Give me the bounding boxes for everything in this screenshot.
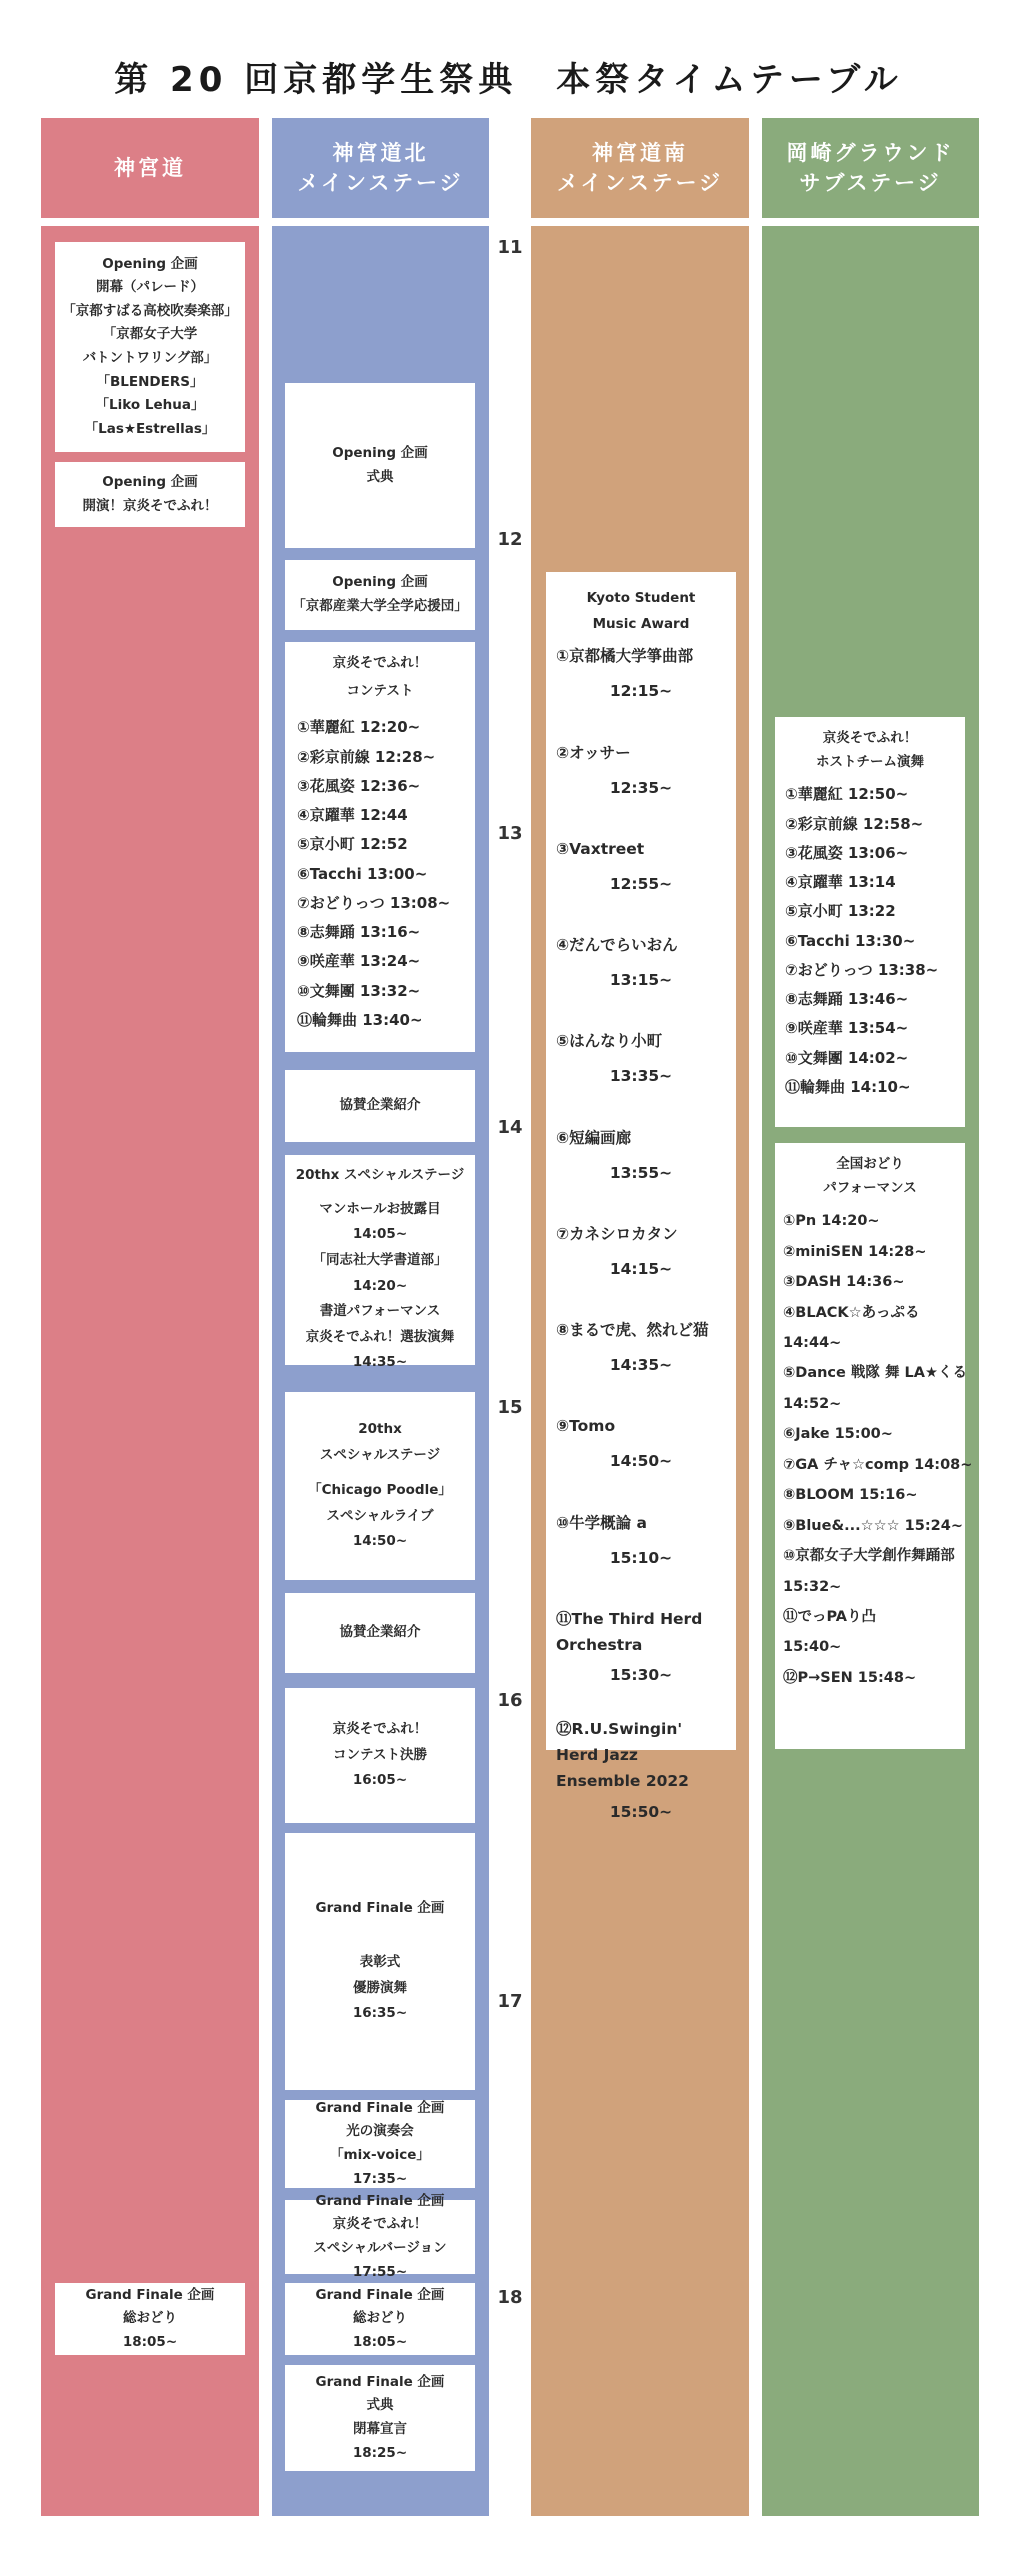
event-opening-performance	[55, 462, 245, 527]
event-line: 閉幕宣言	[353, 2421, 407, 2437]
event-national-odori-performance	[775, 1143, 973, 1749]
event-line: パフォーマンス	[823, 1179, 917, 1196]
event-line: 「Liko Lehua」	[95, 397, 205, 414]
contest-entry: ⑪輪舞曲 13:40~	[297, 1010, 423, 1029]
event-line: 「京都すばる高校吹奏楽部」	[62, 302, 238, 319]
event-opening-ceremony	[285, 383, 475, 548]
odori-entry: ⑥Jake 15:00~	[783, 1426, 893, 1443]
event-sponsor-intro-1	[285, 1070, 475, 1142]
host-team-entry: ⑩文舞團 14:02~	[785, 1048, 909, 1067]
host-team-entry: ②彩京前線 12:58~	[785, 814, 924, 833]
entry-name: ②オッサー	[556, 743, 631, 762]
contest-entry: ①華麗紅 12:20~	[297, 718, 421, 737]
event-line: 16:05~	[352, 1772, 408, 1789]
odori-entry: ⑪でっPAり凸	[783, 1608, 877, 1625]
music-award-entry	[556, 1510, 726, 1572]
event-line: マンホールお披露目	[319, 1200, 441, 1217]
contest-entry: ⑥Tacchi 13:00~	[297, 864, 428, 883]
page-title: 第 20 回京都学生祭典 本祭タイムテーブル	[114, 60, 903, 100]
event-line: 表彰式	[359, 1953, 401, 1970]
event-line: 17:55~	[352, 2263, 408, 2280]
hour-marker: 11	[497, 237, 523, 258]
event-line: 14:50~	[352, 1533, 408, 1550]
event-line: Grand Finale 企画	[315, 2286, 445, 2303]
entry-time: 13:55~	[609, 1163, 673, 1182]
event-line: ホストチーム演舞	[816, 753, 924, 770]
event-line: Opening 企画	[332, 444, 428, 461]
music-award-entry	[556, 836, 726, 898]
entry-time: 12:15~	[609, 682, 673, 701]
column-header-ground-sub-stage	[762, 118, 979, 218]
event-grand-finale-sou-odori	[55, 2283, 245, 2355]
event-line: 18:05~	[352, 2333, 408, 2350]
hour-marker: 18	[497, 2287, 523, 2308]
event-line: 14:35~	[352, 1354, 408, 1371]
event-line: 京炎そでふれ！	[332, 655, 428, 671]
event-line: Music Award	[592, 615, 690, 632]
host-team-entry: ④京躍華 13:14	[785, 873, 896, 891]
event-20thx-special-stage-2	[285, 1392, 475, 1580]
entry-time: 14:15~	[609, 1259, 673, 1278]
column-header-jingumichi	[41, 118, 259, 218]
music-award-entry	[556, 1125, 726, 1187]
music-award-entry	[556, 1221, 726, 1283]
entry-time: 13:35~	[609, 1067, 673, 1086]
event-grand-finale-sou-odori-north	[285, 2283, 475, 2355]
entry-name: ③Vaxtreet	[556, 839, 645, 858]
entry-time: 12:55~	[609, 874, 673, 893]
event-line: 書道パフォーマンス	[319, 1303, 441, 1320]
event-line: 17:35~	[352, 2170, 408, 2187]
event-grand-finale-awards	[285, 1833, 475, 2090]
column-header-south-main-stage	[531, 118, 749, 218]
odori-entry: ①Pn 14:20~	[783, 1213, 880, 1230]
event-line: 「Las★Estrellas」	[84, 420, 216, 437]
event-line: 16:35~	[352, 2005, 408, 2022]
host-team-entry: ⑦おどりっつ 13:38~	[785, 960, 939, 979]
entry-name: ⑥短編画廊	[556, 1128, 632, 1147]
hour-marker: 16	[497, 1690, 523, 1711]
hour-marker: 17	[497, 1991, 523, 2012]
odori-entry: ②miniSEN 14:28~	[783, 1243, 927, 1260]
event-opening-ouendan	[285, 560, 475, 630]
odori-entry: ⑩京都女子大学創作舞踊部	[783, 1548, 955, 1565]
music-award-entry	[556, 932, 726, 994]
event-line: Opening 企画	[332, 574, 428, 591]
contest-entry: ⑤京小町 12:52	[297, 835, 408, 854]
entry-name: ①京都橘大学箏曲部	[556, 647, 694, 666]
entry-time: 14:50~	[609, 1452, 673, 1471]
host-team-entry: ⑪輪舞曲 14:10~	[785, 1077, 911, 1096]
header-line: 神宮道南	[591, 140, 688, 165]
entry-name: ⑨Tomo	[556, 1417, 616, 1436]
event-line: 14:05~	[352, 1226, 408, 1243]
hour-marker: 15	[497, 1397, 523, 1418]
event-line: Kyoto Student	[586, 590, 696, 606]
column-header-north-main-stage	[272, 118, 489, 218]
header-line: メインステージ	[556, 171, 724, 195]
event-line: 京炎そでふれ！	[332, 1721, 428, 1738]
event-line: Grand Finale 企画	[315, 2373, 445, 2390]
event-line: Opening 企画	[102, 473, 198, 490]
header-line: 神宮道	[114, 155, 186, 180]
odori-entry: ③DASH 14:36~	[783, 1274, 905, 1291]
header-line: メインステージ	[297, 171, 464, 195]
entry-name: ⑫R.U.Swingin' Herd Jazz Ensemble 2022	[556, 1719, 689, 1791]
host-team-entry: ⑤京小町 13:22	[785, 902, 896, 921]
event-line: 「京都産業大学全学応援団」	[292, 598, 468, 614]
entry-name: ⑤はんなり小町	[556, 1032, 663, 1051]
event-grand-finale-closing	[285, 2365, 475, 2471]
event-line: 「BLENDERS」	[96, 373, 204, 390]
event-opening-parade	[55, 242, 245, 452]
host-team-entry: ③花風姿 13:06~	[785, 843, 909, 862]
entry-name: ④だんでらいおん	[556, 936, 678, 955]
event-line: Grand Finale 企画	[315, 2192, 445, 2209]
host-team-entry: ⑧志舞踊 13:46~	[785, 990, 909, 1008]
event-sodefure-host-team	[775, 717, 965, 1127]
event-line: コンテスト決勝	[333, 1746, 427, 1763]
spacer	[291, 1936, 469, 1950]
entry-name: ⑪The Third Herd Orchestra	[556, 1609, 703, 1655]
event-line: 式典	[366, 468, 394, 485]
hour-marker: 12	[497, 529, 523, 550]
spacer	[291, 1922, 469, 1936]
event-grand-finale-sodefure-special	[285, 2192, 475, 2280]
contest-entry: ⑩文舞團 13:32~	[297, 981, 421, 1000]
event-line: スペシャルバージョン	[313, 2240, 447, 2256]
header-line: 神宮道北	[332, 140, 429, 165]
event-line: スペシャルライブ	[326, 1507, 434, 1524]
event-line: 京炎そでふれ！	[332, 2216, 428, 2233]
contest-entry: ③花風姿 12:36~	[297, 776, 421, 795]
host-team-entry: ⑨咲産華 13:54~	[785, 1019, 909, 1038]
odori-entry: ④BLACK☆あっぷる	[783, 1304, 920, 1321]
event-line: 総おどり	[123, 2310, 177, 2327]
event-line: 開演！京炎そでふれ！	[82, 497, 218, 514]
event-line: 式典	[366, 2397, 394, 2414]
event-sodefure-contest-final	[285, 1688, 475, 1823]
event-line: 「Chicago Poodle」	[308, 1482, 452, 1499]
music-award-entry	[556, 740, 726, 802]
entry-time: 14:35~	[609, 1356, 673, 1375]
odori-entry: 14:52~	[783, 1395, 842, 1412]
contest-entry: ⑧志舞踊 13:16~	[297, 923, 421, 941]
odori-entry: ⑨Blue&...☆☆☆ 15:24~	[783, 1517, 963, 1534]
event-line: 協賛企業紹介	[339, 1624, 421, 1641]
event-line: Grand Finale 企画	[315, 1900, 445, 1917]
event-line: 「同志社大学書道部」	[312, 1251, 448, 1268]
odori-entry: ⑤Dance 戦隊 舞 LA★くる	[783, 1365, 967, 1382]
event-line: 光の演奏会	[346, 2123, 414, 2140]
entry-time: 15:10~	[609, 1548, 673, 1567]
event-line: 「京都女子大学	[102, 326, 198, 343]
music-award-entry	[556, 643, 726, 705]
odori-entry: 15:40~	[783, 1639, 842, 1656]
event-line: Grand Finale 企画	[85, 2286, 215, 2303]
event-line: 開幕（パレード）	[96, 279, 204, 296]
hour-marker: 14	[497, 1117, 523, 1138]
event-line: 総おどり	[353, 2310, 407, 2327]
event-line: 京炎そでふれ！選抜演舞	[305, 1328, 455, 1345]
contest-entry: ⑦おどりっつ 13:08~	[297, 893, 451, 912]
entry-name: ⑦カネシロカタン	[556, 1224, 678, 1243]
event-grand-finale-light-concert	[285, 2100, 475, 2188]
event-line: 優勝演舞	[353, 1979, 407, 1996]
odori-entry: 15:32~	[783, 1578, 842, 1595]
event-line: 20thx スペシャルステージ	[295, 1167, 465, 1183]
entry-time: 13:15~	[609, 971, 673, 990]
odori-entry: 14:44~	[783, 1335, 842, 1351]
odori-entry: ⑦GA チャ☆comp 14:08~	[783, 1456, 973, 1473]
music-award-entry	[556, 1716, 726, 1826]
event-sponsor-intro-2	[285, 1593, 475, 1673]
entry-time: 15:30~	[609, 1666, 673, 1685]
event-line: 京炎そでふれ！	[822, 730, 918, 746]
event-line: スペシャルステージ	[319, 1446, 441, 1463]
event-line: 18:05~	[122, 2333, 178, 2350]
music-award-entry	[556, 1028, 726, 1090]
event-line: バトントワリング部」	[82, 350, 218, 366]
contest-entry: ②彩京前線 12:28~	[297, 747, 436, 766]
entry-time: 12:35~	[609, 778, 673, 797]
hour-marker: 13	[497, 823, 523, 844]
event-line: 20thx	[358, 1420, 402, 1437]
event-line: Grand Finale 企画	[315, 2099, 445, 2116]
music-award-entry	[556, 1317, 726, 1379]
host-team-entry: ⑥Tacchi 13:30~	[785, 931, 916, 950]
entry-name: ⑧まるで虎、然れど猫	[556, 1321, 709, 1340]
event-line: コンテスト	[346, 682, 414, 699]
entry-name: ⑩牛学概論 a	[556, 1513, 647, 1532]
event-line: 18:25~	[352, 2444, 408, 2461]
event-kyoto-student-music-award	[546, 572, 736, 1821]
event-line: 「mix-voice」	[330, 2147, 430, 2163]
event-line: 14:20~	[352, 1277, 408, 1294]
event-line: 全国おどり	[836, 1156, 904, 1172]
contest-entry: ⑨咲産華 13:24~	[297, 952, 421, 971]
header-line: 岡崎グラウンド	[786, 140, 955, 165]
entry-time: 15:50~	[609, 1802, 673, 1821]
event-line: Opening 企画	[102, 255, 198, 272]
event-line: 協賛企業紹介	[339, 1097, 421, 1114]
contest-entry: ④京躍華 12:44	[297, 806, 408, 824]
odori-entry: ⑧BLOOM 15:16~	[783, 1487, 918, 1504]
header-line: サブステージ	[799, 171, 942, 195]
music-award-entry	[556, 1606, 726, 1690]
event-sodefure-contest	[285, 642, 475, 1052]
event-20thx-special-stage-1	[285, 1155, 475, 1371]
host-team-entry: ①華麗紅 12:50~	[785, 785, 909, 804]
odori-entry: ⑫P→SEN 15:48~	[783, 1669, 917, 1686]
music-award-entry	[556, 1413, 726, 1475]
column-body-jingumichi	[41, 226, 259, 2516]
